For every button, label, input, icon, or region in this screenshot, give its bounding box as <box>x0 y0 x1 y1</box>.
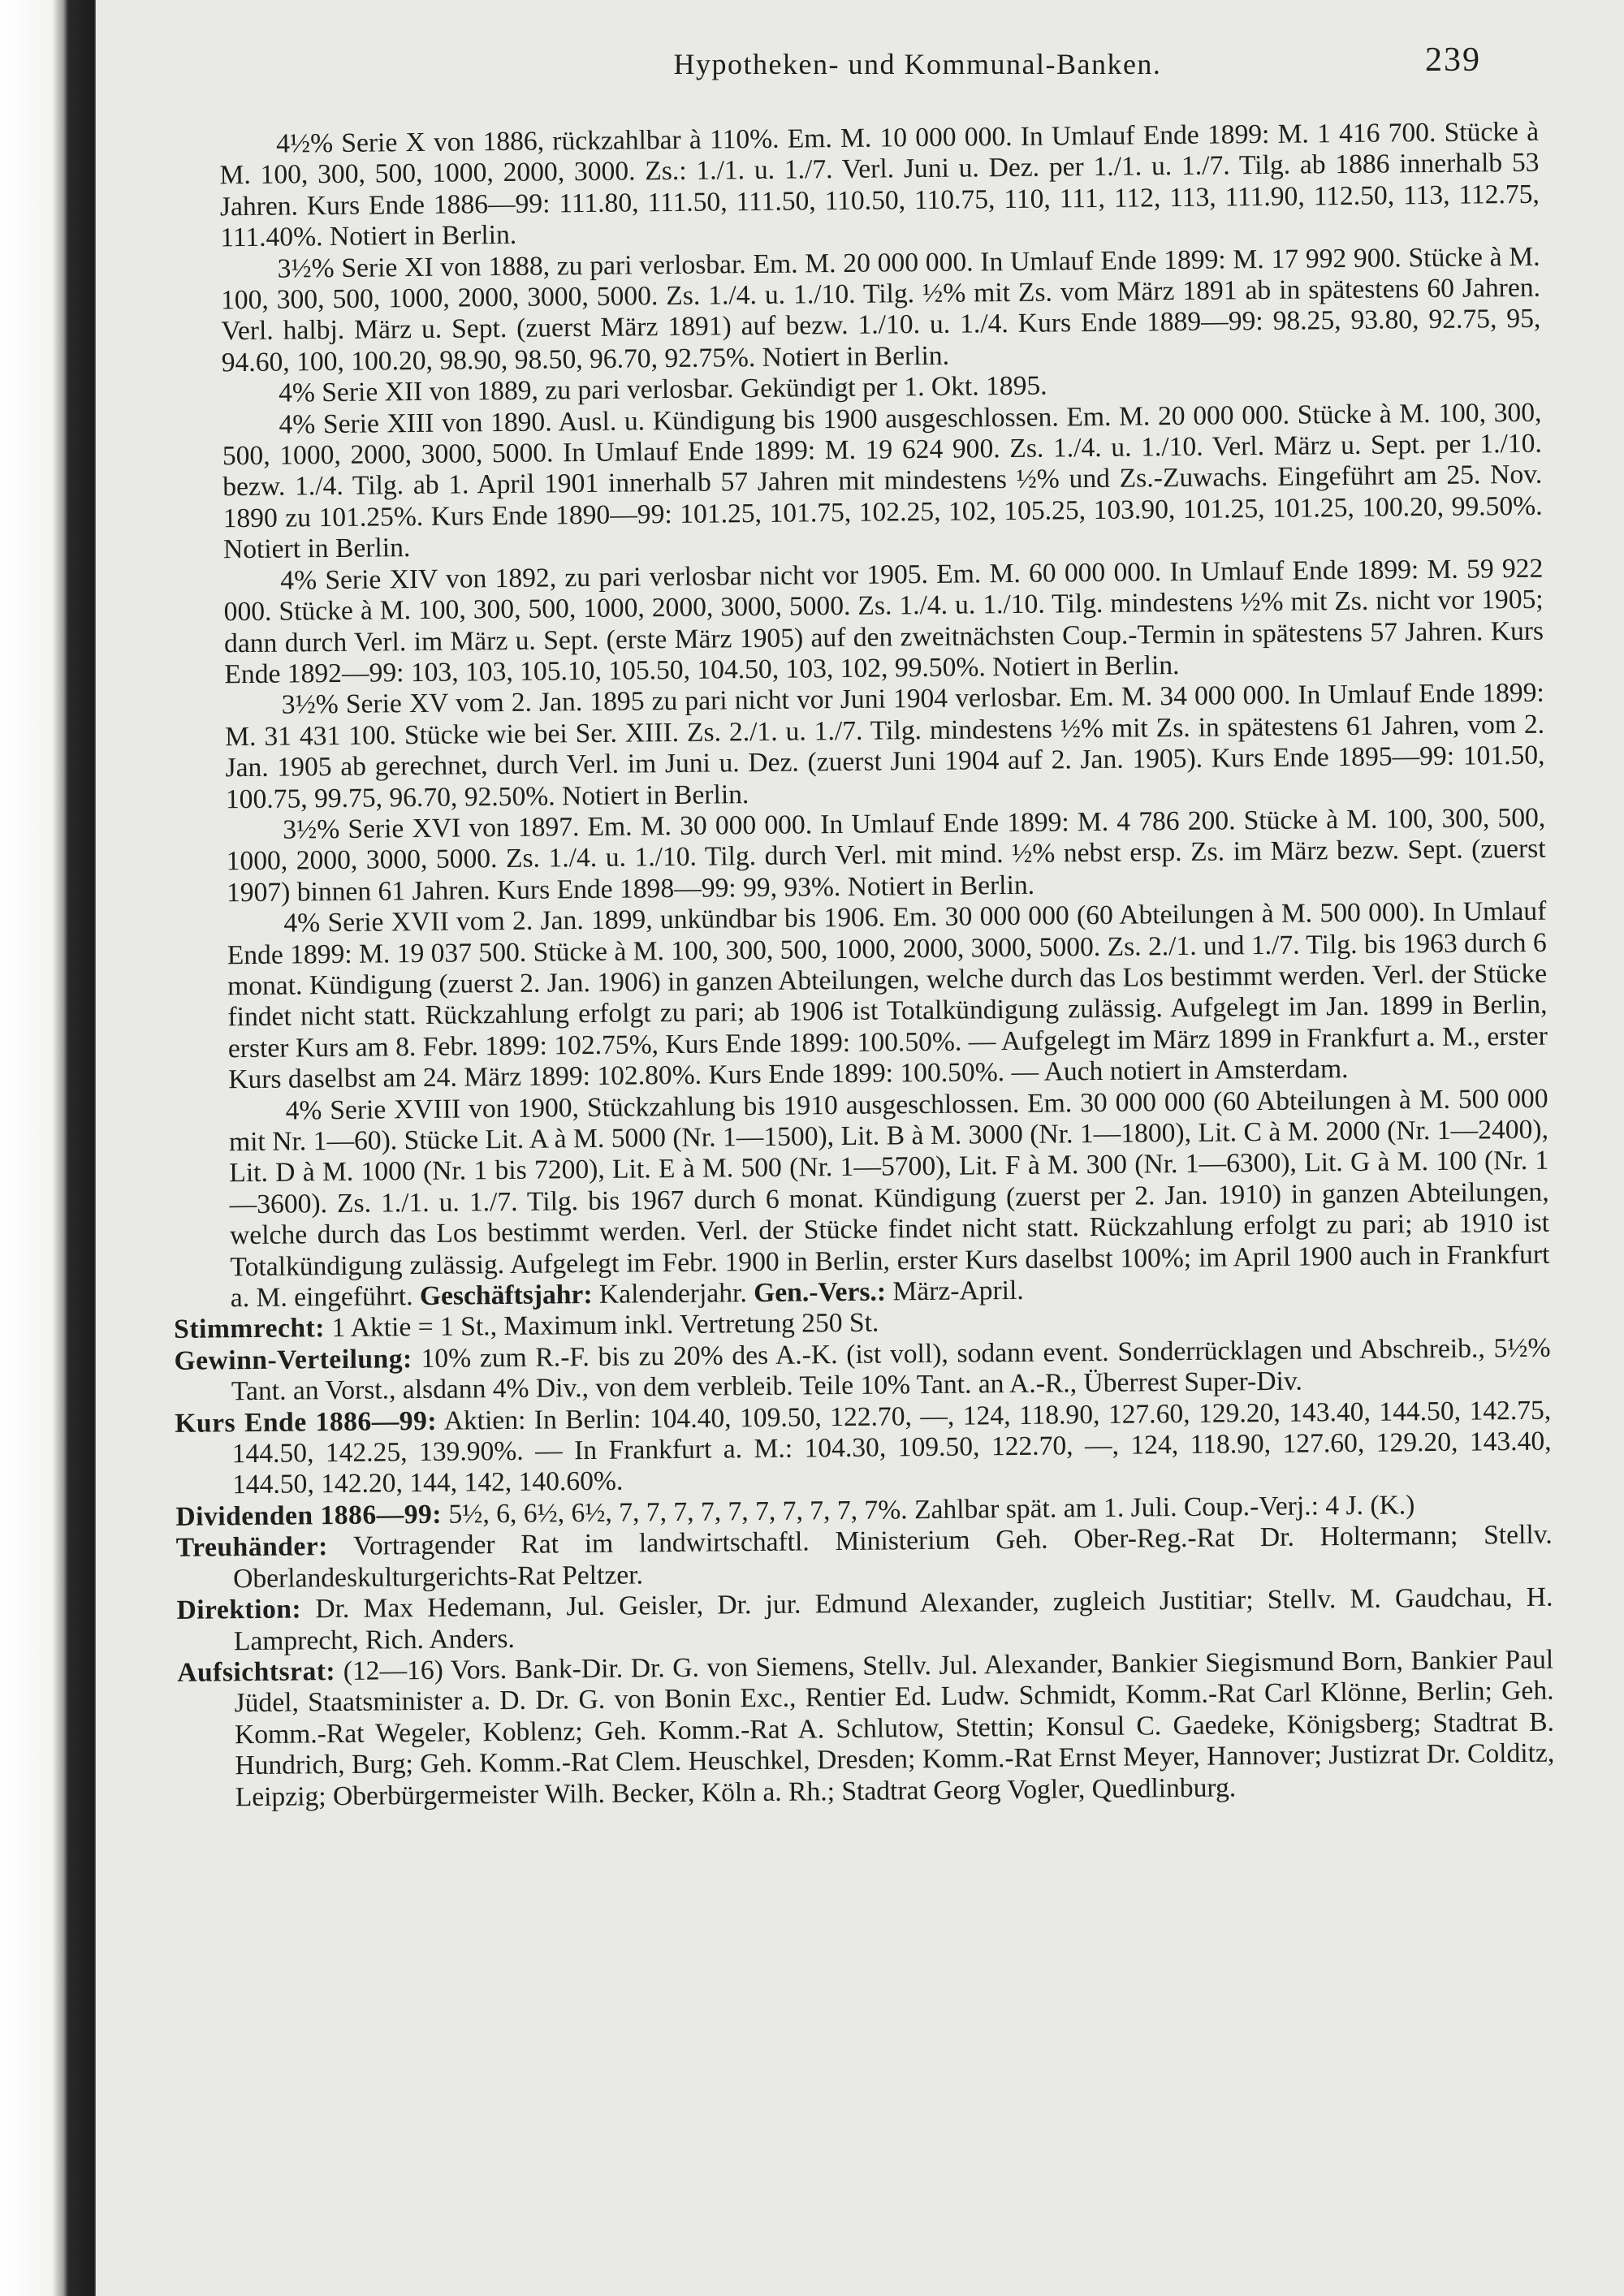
document-page <box>106 0 1624 2296</box>
section-label: Direktion: <box>176 1594 302 1626</box>
series-xviii-text: 4% Serie XVIII von 1900, Stückzahlung bis 1910 ausgeschlossen. Em. 30 000 000 (60 Abteilungen à M. 500 000 mit Nr. 1—60). Stücke Lit. A à M. 5000 (Nr. 1—1500), Lit. B à M. 3000 (Nr. 1—1800), Lit. C à M. 2000 (Nr. 1—2400), Lit. D à M. 1000 (Nr. 1 bis 7200), Lit. E à M. 500 (Nr. 1—5700), Lit. F à M. 300 (Nr. 1—6300), Lit. G à M. 100 (Nr. 1—3600). Zs. 1./1. u. 1./7. Tilg. bis 1967 durch 6 monat. Kündigung (zuerst per 2. Jan. 1910) in ganzen Abteilungen, welche durch das Los bestimmt werden. Verl. der Stücke findet nicht statt. Rückzahlung erfolgt zu pari; ab 1910 ist Totalkündigung zulässig. Aufgelegt im Febr. 1900 in Berlin, erster Kurs daselbst 100%; im April 1900 auch in Frankfurt a. M. eingeführt. <box>228 1083 1550 1314</box>
series-xviii-paragraph <box>171 1083 1550 1314</box>
series-xiv-paragraph: 4% Serie XIV von 1892, zu pari verlosbar nicht vor 1905. Em. M. 60 000 000. In Umlauf Ende 1899: M. 59 922 000. Stücke à M. 100, 300, 500, 1000, 2000, 3000, 5000. Zs. 1./4. u. 1./10. Tilg. mindestens ½% mit Zs. nicht vor 1905; dann durch Verl. im März u. Sept. (erste März 1905) auf den zweitnächsten Coup.-Termin in spätestens 57 Jahren. Kurs Ende 1892—99: 103, 103, 105.10, 105.50, 104.50, 103, 102, 99.50%. Notiert in Berlin. <box>223 553 1544 690</box>
gen-vers-value: März-April. <box>892 1275 1024 1307</box>
series-xvi-paragraph: 3½% Serie XVI von 1897. Em. M. 30 000 000. In Umlauf Ende 1899: M. 4 786 200. Stücke à M. 100, 300, 500, 1000, 2000, 3000, 5000. Zs. 1./4. u. 1./10. Tilg. durch Verl. mit mind. ½% nebst ersp. Zs. im März bezw. Sept. (zuerst 1907) binnen 61 Jahren. Kurs Ende 1898—99: 99, 93%. Notiert in Berlin. <box>226 802 1546 908</box>
series-xii-paragraph: 4% Serie XII von 1889, zu pari verlosbar. Gekündigt per 1. Okt. 1895. <box>278 370 1047 408</box>
series-xi-paragraph: 3½% Serie XI von 1888, zu pari verlosbar. Em. M. 20 000 000. In Umlauf Ende 1899: M. 17 992 900. Stücke à M. 100, 300, 500, 1000, 2000, 3000, 5000. Zs. 1./4. u. 1./10. Tilg. ½% mit Zs. vom März 1891 ab in spätestens 60 Jahren. Verl. halbj. März u. Sept. (zuerst März 1891) auf bezw. 1./10. u. 1./4. Kurs Ende 1889—99: 98.25, 93.80, 92.75, 95, 94.60, 100, 100.20, 98.90, 98.50, 96.70, 92.75%. Notiert in Berlin. <box>220 241 1541 378</box>
section-label: Treuhänder: <box>175 1531 329 1564</box>
book-binding-edge <box>0 0 96 2296</box>
series-x-paragraph: 4½% Serie X von 1886, rückzahlbar à 110%. Em. M. 10 000 000. In Umlauf Ende 1899: M. 1 416 700. Stücke à M. 100, 300, 500, 1000, 2000, 3000. Zs.: 1./1. u. 1./7. Verl. Juni u. Dez. per 1./1. u. 1./7. Tilg. ab 1886 innerhalb 53 Jahren. Kurs Ende 1886—99: 111.80, 111.50, 111.50, 110.50, 110.75, 110, 111, 112, 113, 111.90, 112.50, 113, 112.75, 111.40%. Notiert in Berlin. <box>219 116 1540 253</box>
geschaeftsjahr-label: Geschäftsjahr: <box>419 1280 593 1312</box>
section-label: Aufsichtsrat: <box>177 1655 336 1688</box>
geschaeftsjahr-value: Kalenderjahr. <box>598 1278 747 1310</box>
section-text: 1 Aktie = 1 St., Maximum inkl. Vertretung 250 St. <box>331 1308 879 1344</box>
running-head: Hypotheken- und Kommunal-Banken. <box>673 48 1162 80</box>
document-body <box>162 117 1555 1814</box>
section-label: Kurs Ende 1886—99: <box>175 1405 438 1439</box>
section-text: Vortragender Rat im landwirtschaftl. Ministerium Geh. Ober-Reg.-Rat Dr. Holtermann; Stellv. Oberlandeskulturgerichts-Rat Peltzer. <box>232 1519 1553 1594</box>
page-number: 239 <box>1425 41 1481 79</box>
section-label: Stimmrecht: <box>174 1313 326 1345</box>
series-xvii-paragraph: 4% Serie XVII vom 2. Jan. 1899, unkündbar bis 1906. Em. 30 000 000 (60 Abteilungen à M. 500 000). In Umlauf Ende 1899: M. 19 037 500. Stücke à M. 100, 300, 500, 1000, 2000, 3000, 5000. Zs. 2./1. und 1./7. Tilg. bis 1963 durch 6 monat. Kündigung (zuerst 2. Jan. 1906) in ganzen Abteilungen, welche durch das Los bestimmt werden. Verl. der Stücke findet nicht statt. Rückzahlung erfolgt zu pari; ab 1906 ist Totalkündigung zulässig. Aufgelegt im Jan. 1899 in Berlin, erster Kurs am 8. Febr. 1899: 102.75%, Kurs Ende 1899: 100.50%. — Aufgelegt im März 1899 in Frankfurt a. M., erster Kurs daselbst am 24. März 1899: 102.80%. Kurs Ende 1899: 100.50%. — Auch notiert in Amsterdam. <box>227 896 1548 1095</box>
section-label: Dividenden 1886—99: <box>175 1499 443 1532</box>
section-aufsichtsrat <box>177 1645 1555 1814</box>
gen-vers-label: Gen.-Vers.: <box>753 1276 887 1309</box>
section-text: (12—16) Vors. Bank-Dir. Dr. G. von Siemens, Stellv. Jul. Alexander, Bankier Siegismund Born, Bankier Paul Jüdel, Staatsminister a. D. Dr. G. von Bonin Exc., Rentier Ed. Ludw. Schmidt, Komm.-Rat Carl Klönne, Berlin; Geh. Komm.-Rat Wegeler, Koblenz; Geh. Komm.-Rat A. Schlutow, Stettin; Konsul C. Gaedeke, Königsberg; Stadtrat B. Hundrich, Burg; Geh. Komm.-Rat Clem. Heuschkel, Dresden; Komm.-Rat Ernst Meyer, Hannover; Justizrat Dr. Colditz, Leipzig; Oberbürgermeister Wilh. Becker, Köln a. Rh.; Stadtrat Georg Vogler, Quedlinburg. <box>234 1644 1555 1812</box>
section-text: Dr. Max Hedemann, Jul. Geisler, Dr. jur. Edmund Alexander, zugleich Justitiar; Stellv. M. Gaudchau, H. Lamprecht, Rich. Anders. <box>233 1582 1553 1656</box>
section-label: Gewinn-Verteilung: <box>174 1343 412 1376</box>
series-xiii-paragraph: 4% Serie XIII von 1890. Ausl. u. Kündigung bis 1900 ausgeschlossen. Em. M. 20 000 000. Stücke à M. 100, 300, 500, 1000, 2000, 3000, 5000. In Umlauf Ende 1899: M. 19 624 900. Zs. 1./4. u. 1./10. Verl. März u. Sept. per 1./10. bezw. 1./4. Tilg. ab 1. April 1901 innerhalb 57 Jahren mit mindestens ½% und Zs.-Zuwachs. Eingeführt am 25. Nov. 1890 zu 101.25%. Kurs Ende 1890—99: 101.25, 101.75, 102.25, 102, 105.25, 103.90, 101.25, 101.25, 100.20, 99.50%. Notiert in Berlin. <box>222 397 1543 565</box>
series-xv-paragraph: 3½% Serie XV vom 2. Jan. 1895 zu pari nicht vor Juni 1904 verlosbar. Em. M. 34 000 000. In Umlauf Ende 1899: M. 31 431 100. Stücke wie bei Ser. XIII. Zs. 2./1. u. 1./7. Tilg. mindestens ½% mit Zs. in spätestens 61 Jahren, vom 2. Jan. 1905 ab gerechnet, durch Verl. im Juni u. Dez. (zuerst Juni 1904 auf 2. Jan. 1905). Kurs Ende 1895—99: 101.50, 100.75, 99.75, 96.70, 92.50%. Notiert in Berlin. <box>225 678 1545 814</box>
section-kurs-ende <box>175 1395 1552 1501</box>
section-text: Aktien: In Berlin: 104.40, 109.50, 122.70, —, 124, 118.90, 127.60, 129.20, 143.40, 144.50, 142.75, 144.50, 142.25, 139.90%. — In Frankfurt a. M.: 104.30, 109.50, 122.70, —, 124, 118.90, 127.60, 129.20, 143.40, 144.50, 142.20, 144, 142, 140.60%. <box>231 1395 1552 1500</box>
section-text: 5½, 6, 6½, 6½, 7, 7, 7, 7, 7, 7, 7, 7, 7, 7%. Zahlbar spät. am 1. Juli. Coup.-Verj.: 4 J. (K.) <box>448 1490 1415 1530</box>
section-text: 10% zum R.-F. bis zu 20% des A.-K. (ist voll), sodann event. Sonderrücklagen und Abschreib., 5½% Tant. an Vorst., alsdann 4% Div., von dem verbleib. Teile 10% Tant. an A.-R., Überrest Super-Div. <box>231 1332 1551 1407</box>
